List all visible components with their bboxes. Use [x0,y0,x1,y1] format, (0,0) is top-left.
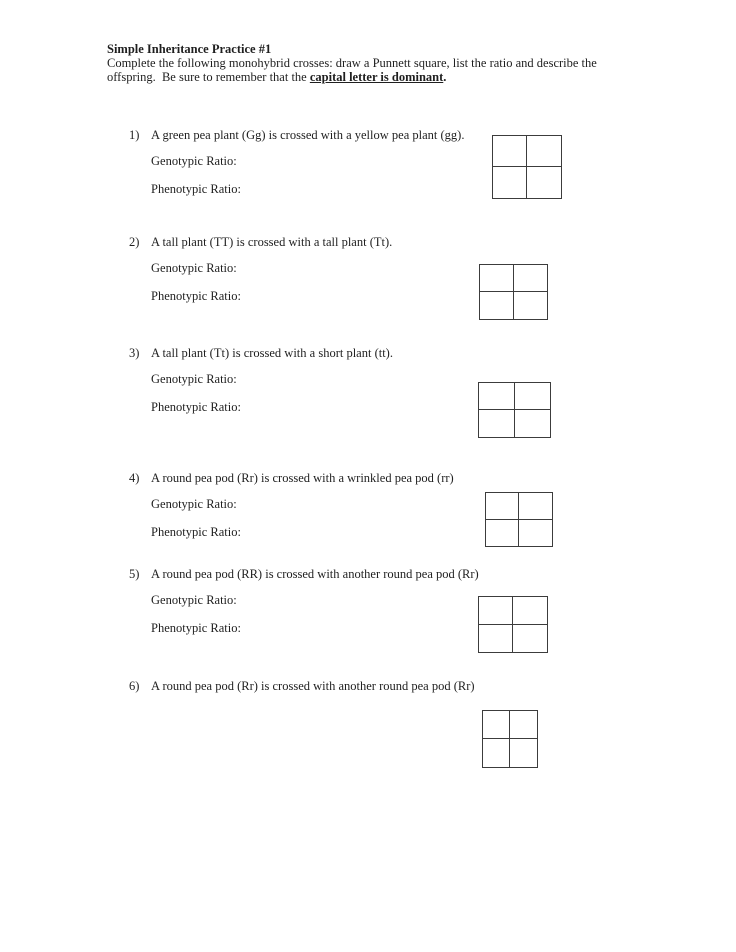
question-text: A round pea pod (RR) is crossed with another round pea pod (Rr) [151,567,479,581]
punnett-cell [519,520,552,547]
punnett-cell [515,383,551,410]
question-text: A tall plant (TT) is crossed with a tall plant (Tt). [151,235,393,249]
punnett-cell [514,292,548,319]
genotypic-ratio-label: Genotypic Ratio: [151,261,237,275]
phenotypic-ratio-label: Phenotypic Ratio: [151,182,241,196]
genotypic-ratio-label: Genotypic Ratio: [151,154,237,168]
question-3 [129,346,529,414]
punnett-cell [479,597,513,625]
question-number: 1) [129,128,140,142]
instructions-emphasis: capital letter is dominant [309,70,444,84]
question-statement [129,471,529,485]
phenotypic-ratio-label: Phenotypic Ratio: [151,525,241,539]
phenotypic-ratio-label: Phenotypic Ratio: [151,621,241,635]
instructions-period: . [443,70,447,84]
genotypic-ratio-label: Genotypic Ratio: [151,593,237,607]
punnett-cell [479,625,513,653]
punnett-cell [510,739,537,767]
punnett-cell [527,136,561,167]
question-text: A round pea pod (Rr) is crossed with another round pea pod (Rr) [151,679,475,693]
genotypic-ratio-label: Genotypic Ratio: [151,497,237,511]
punnett-cell [483,739,510,767]
punnett-cell [483,711,510,739]
punnett-square-1 [492,135,562,199]
question-number: 3) [129,346,140,360]
question-1 [129,128,529,196]
question-text: A round pea pod (Rr) is crossed with a wrinkled pea pod (rr) [151,471,454,485]
punnett-cell [486,520,519,547]
phenotypic-ratio-label: Phenotypic Ratio: [151,289,241,303]
question-text: A tall plant (Tt) is crossed with a short plant (tt). [151,346,393,360]
question-statement [129,567,529,581]
punnett-cell [510,711,537,739]
punnett-cell [480,292,514,319]
question-statement [129,679,529,693]
phenotypic-ratio-label: Phenotypic Ratio: [151,400,241,414]
punnett-cell [479,410,515,437]
punnett-cell [493,167,527,198]
worksheet-header [107,42,687,84]
punnett-square-4 [485,492,553,547]
question-number: 4) [129,471,140,485]
instructions-line2-prefix: offspring. Be sure to remember that the [107,70,310,84]
question-number: 6) [129,679,140,693]
question-statement [129,346,529,360]
punnett-cell [515,410,551,437]
question-5 [129,567,529,635]
question-6 [129,679,529,693]
question-number: 2) [129,235,140,249]
punnett-cell [527,167,561,198]
page-title: Simple Inheritance Practice #1 [107,42,272,56]
instructions [107,56,687,84]
punnett-cell [514,265,548,292]
punnett-cell [486,493,519,520]
question-statement [129,235,529,249]
question-number: 5) [129,567,140,581]
question-statement [129,128,529,142]
question-4 [129,471,529,539]
punnett-square-6 [482,710,538,768]
punnett-square-2 [479,264,548,320]
punnett-cell [493,136,527,167]
punnett-cell [480,265,514,292]
punnett-cell [513,597,547,625]
punnett-cell [519,493,552,520]
punnett-cell [479,383,515,410]
punnett-square-3 [478,382,551,438]
question-2 [129,235,529,303]
punnett-cell [513,625,547,653]
question-text: A green pea plant (Gg) is crossed with a yellow pea plant (gg). [151,128,465,142]
instructions-line1: Complete the following monohybrid crosses: draw a Punnett square, list the ratio and describe the [107,56,597,70]
punnett-square-5 [478,596,548,653]
genotypic-ratio-label: Genotypic Ratio: [151,372,237,386]
